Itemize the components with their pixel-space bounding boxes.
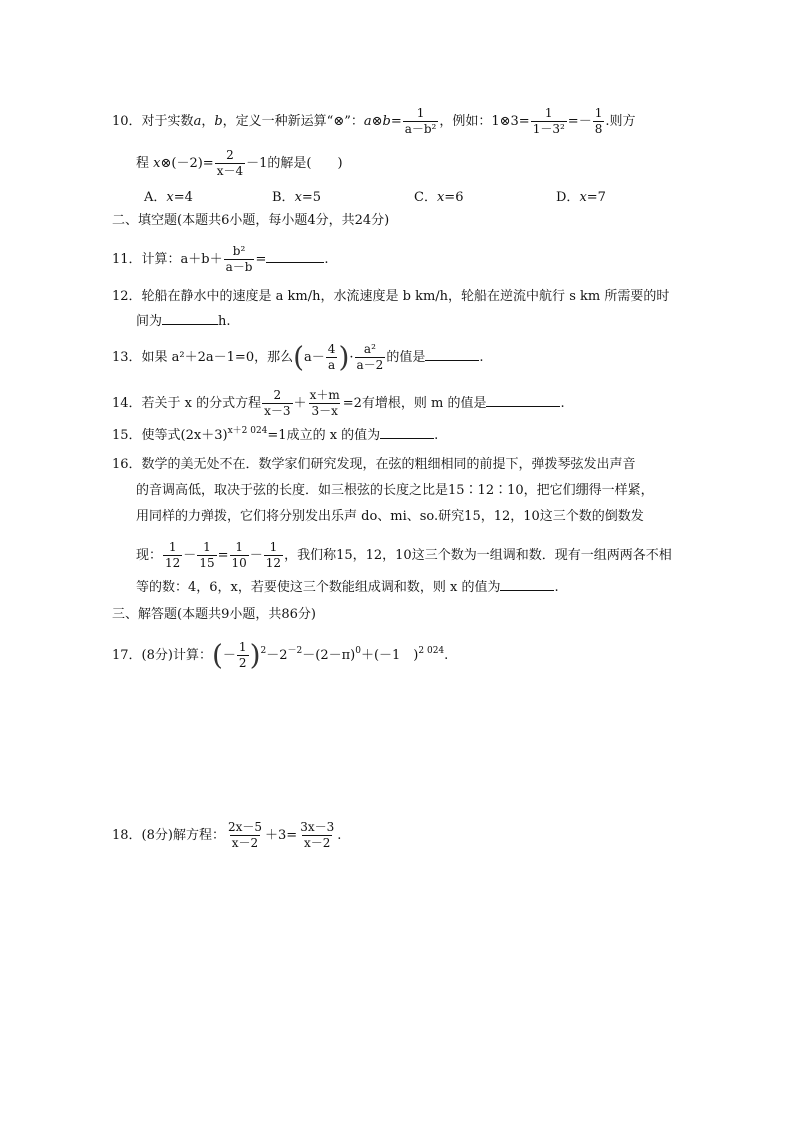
fraction: $\frac{1}{12}$ [165,540,181,570]
fraction: $\frac{2}{x-4}$ [216,148,244,178]
fraction: $\frac{1}{15}$ [199,540,215,570]
question-15: 15．使等式$(2x+3)^{x+2 024}=1$成立的 x 的值为 . [112,426,439,443]
fraction: $\frac{1}{8}$ [594,106,603,136]
q10-number: 10． [112,114,142,129]
fraction: $\frac{1}{12}$ [265,540,282,570]
question-10-line-2: 程 x⊗(－2)= $\frac{2}{x-4}$ －1的解是( ) [136,148,343,178]
question-16-line-4: 现： $\frac{1}{12}$ － $\frac{1}{15}$ = $\frac{1}{10}$ － $\frac{1}{12}$ ，我们称15，12，10这三个数为一组调和数．现有一组两两各不相 [136,540,672,570]
fraction: $\frac{\text{b²}}{a-b}$ [225,244,253,274]
question-14: 14．若关于 x 的分式方程 $\frac{2}{x-3}$ ＋ $\frac{x+m}{3-x}$ =2有增根，则 m 的值是 . [112,388,565,418]
question-12-line-1: 12．轮船在静水中的速度是 a km/h，水流速度是 b km/h，轮船在逆流中航行 s km 所需要的时 [112,289,670,304]
question-18: 18．(8分)解方程： $\frac{2x-5}{x-2}$ ＋3= $\frac{3x-3}{x-2}$ . [112,820,342,850]
section-3-heading: 三、解答题(本题共9小题，共86分) [112,607,316,622]
section-2-heading: 二、填空题(本题共6小题，每小题4分，共24分) [112,213,390,228]
answer-blank[interactable] [500,578,554,591]
fraction: $\frac{1}{10}$ [231,540,247,570]
option-c: C．x=6 [414,190,464,205]
question-16-line-2: 的音调高低，取决于弦的长度．如三根弦的长度之比是15∶12∶10，把它们绷得一样紧， [136,483,654,498]
question-17: 17．(8分)计算：(－ $\frac{1}{2}$ )$^2-2^{-2}-(2-\pi)^0+(-1$ )$^{2 024}$. [112,638,449,672]
option-a: A．x=4 [144,190,193,205]
answer-blank[interactable] [162,312,218,325]
fraction: $\frac{2x-5}{x-2}$ [227,820,263,850]
question-16-line-5: 等的数：4，6，x，若要使这三个数能组成调和数，则 x 的值为 . [136,580,559,595]
fraction: $\frac{3x-3}{x-2}$ [300,820,335,850]
fraction: $\frac{x+m}{3-x}$ [309,388,340,418]
question-13: 13．如果 a²＋2a－1=0，那么(a－ $\frac{4}{a}$ )· $\frac{\text{a²}}{a-2}$ 的值是 . [112,340,484,374]
fraction: $\frac{\text{a²}}{a-2}$ [356,342,384,372]
question-10-line-1: 10．对于实数a，b，定义一种新运算“⊗”：a⊗b= $\frac{1}{\text{a－b²}}$ ，例如：1⊗3= $\frac{1}{\text{1－3²}}$ =－ $\frac{1}{8}$ .则方 [112,106,636,136]
question-12-line-2: 间为 h. [136,314,231,329]
fraction: $\frac{2}{x-3}$ [264,388,291,418]
question-16-line-1: 16．数学的美无处不在．数学家们研究发现，在弦的粗细相同的前提下，弹拨琴弦发出声音 [112,457,636,472]
question-16-line-3: 用同样的力弹拨，它们将分别发出乐声 do、mi、so.研究15，12，10这三个数的倒数发 [136,509,644,524]
answer-blank[interactable] [486,394,560,407]
question-11: 11．计算：a＋b＋ $\frac{\text{b²}}{a-b}$ = . [112,244,329,274]
answer-blank[interactable] [425,348,479,361]
fraction: $\frac{1}{\text{a－b²}}$ [404,106,437,136]
fraction: $\frac{1}{\text{1－3²}}$ [532,106,565,136]
option-d: D．x=7 [556,190,606,205]
fraction: $\frac{1}{2}$ [238,640,247,670]
fraction: $\frac{4}{a}$ [327,342,336,372]
answer-blank[interactable] [266,250,324,263]
answer-blank[interactable] [380,426,434,439]
option-b: B．x=5 [272,190,322,205]
